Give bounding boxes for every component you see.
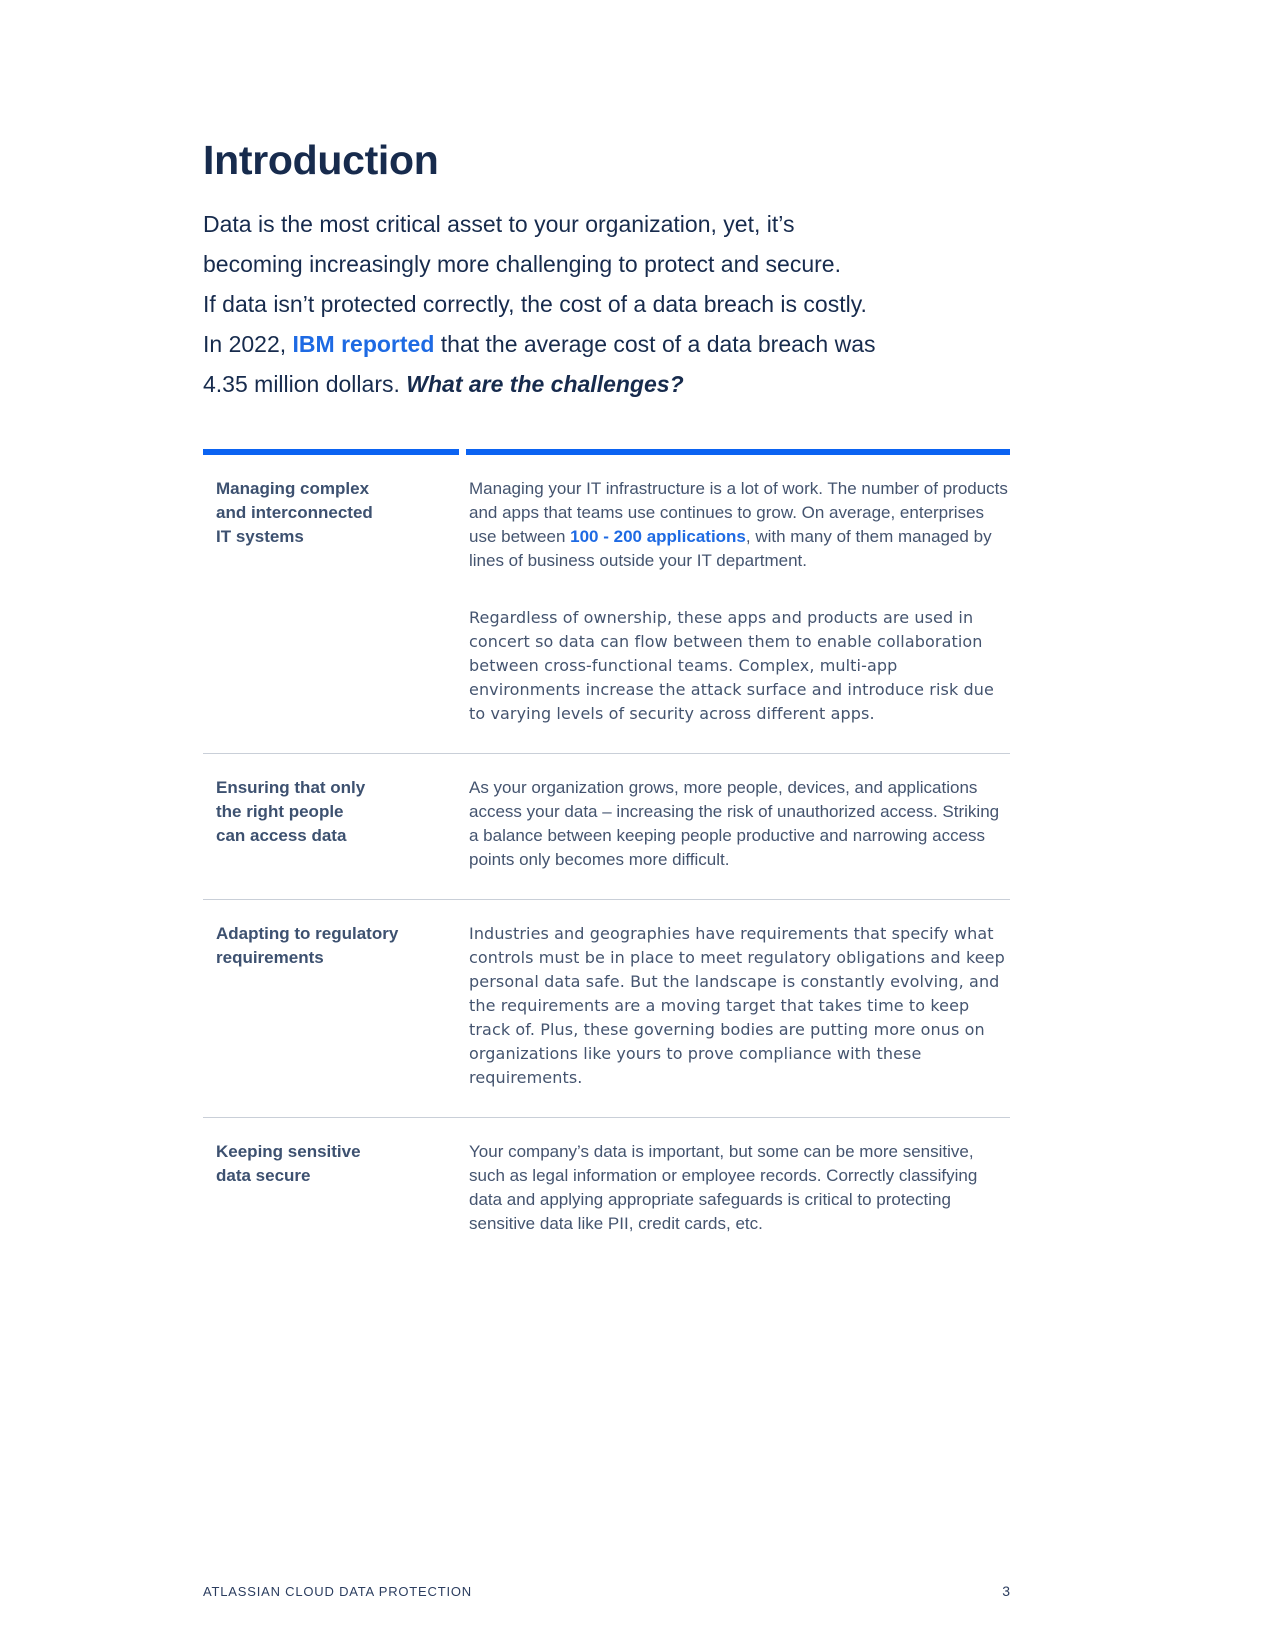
page-footer: [203, 1583, 1010, 1599]
description-text: , with many of them managed by lines of business outside your IT department.: [469, 527, 992, 570]
challenge-description: [469, 922, 1010, 1090]
intro-paragraph: [203, 204, 1010, 404]
intro-line: [203, 364, 1010, 404]
intro-line: becoming increasingly more challenging to protect and secure.: [203, 251, 841, 277]
ibm-reported-link[interactable]: IBM reported: [292, 331, 435, 357]
table-row: [203, 455, 1010, 753]
description-paragraph: As your organization grows, more people, devices, and applications access your data – increasing the risk of unauthorized access. Striking a balance between keeping people productive and narrowing access points only becomes more difficult.: [469, 778, 1000, 869]
challenge-description: [469, 776, 1010, 872]
label-line: requirements: [216, 948, 324, 967]
applications-stat-link[interactable]: 100 - 200 applications: [570, 527, 746, 546]
page-content: [203, 0, 1010, 1263]
intro-line: [203, 324, 1010, 364]
accent-bar-segment: [466, 449, 1010, 455]
table-accent-bar: [203, 449, 1010, 455]
challenge-label: [203, 776, 469, 872]
challenge-description: [469, 477, 1010, 726]
label-line: IT systems: [216, 527, 304, 546]
table-row: [203, 899, 1010, 1117]
description-paragraph: Regardless of ownership, these apps and products are used in concert so data can flow between them to enable collaboration between cross-functional teams. Complex, multi-app environments increase the attack surface and introduce risk due to varying levels of security across different apps.: [469, 608, 994, 723]
description-paragraph: Your company’s data is important, but some can be more sensitive, such as legal information or employee records. Correctly classifying data and applying appropriate safeguards is critical to protecting sensitive data like PII, credit cards, etc.: [469, 1142, 978, 1233]
description-text: Managing your IT infrastructure is a lot of work. The number of products and apps that teams use continues to grow. On average, enterprises use between: [469, 479, 1008, 546]
challenge-label: [203, 1140, 469, 1236]
challenge-label: [203, 922, 469, 1090]
page-title: Introduction: [203, 137, 439, 183]
intro-text: that the average cost of a data breach was: [434, 331, 876, 357]
description-paragraph: Industries and geographies have requirements that specify what controls must be in place to meet regulatory obligations and keep personal data safe. But the landscape is constantly evolving, and the requirements are a moving target that takes time to keep track of. Plus, these governing bodies are putting more onus on organizations like yours to prove compliance with these requirements.: [469, 924, 1005, 1087]
challenge-description: [469, 1140, 1010, 1236]
page-number: 3: [1002, 1583, 1010, 1599]
label-line: data secure: [216, 1166, 311, 1185]
intro-line: If data isn’t protected correctly, the cost of a data breach is costly.: [203, 291, 867, 317]
label-line: Managing complex: [216, 479, 370, 498]
table-row: [203, 1117, 1010, 1263]
accent-bar-segment: [203, 449, 459, 455]
table-row: [203, 753, 1010, 899]
label-line: and interconnected: [216, 503, 373, 522]
intro-text: In 2022,: [203, 331, 293, 357]
description-paragraph: [469, 477, 1010, 573]
label-line: the right people: [216, 802, 344, 821]
footer-document-title: ATLASSIAN CLOUD DATA PROTECTION: [203, 1584, 472, 1599]
challenge-label: [203, 477, 469, 726]
challenges-table: [203, 449, 1010, 1263]
label-line: Ensuring that only: [216, 778, 366, 797]
label-line: can access data: [216, 826, 347, 845]
label-line: Adapting to regulatory: [216, 924, 399, 943]
challenges-question: What are the challenges?: [406, 371, 684, 397]
intro-line: Data is the most critical asset to your organization, yet, it’s: [203, 211, 795, 237]
intro-text: 4.35 million dollars.: [203, 371, 407, 397]
label-line: Keeping sensitive: [216, 1142, 361, 1161]
accent-bar-gap: [459, 449, 466, 455]
